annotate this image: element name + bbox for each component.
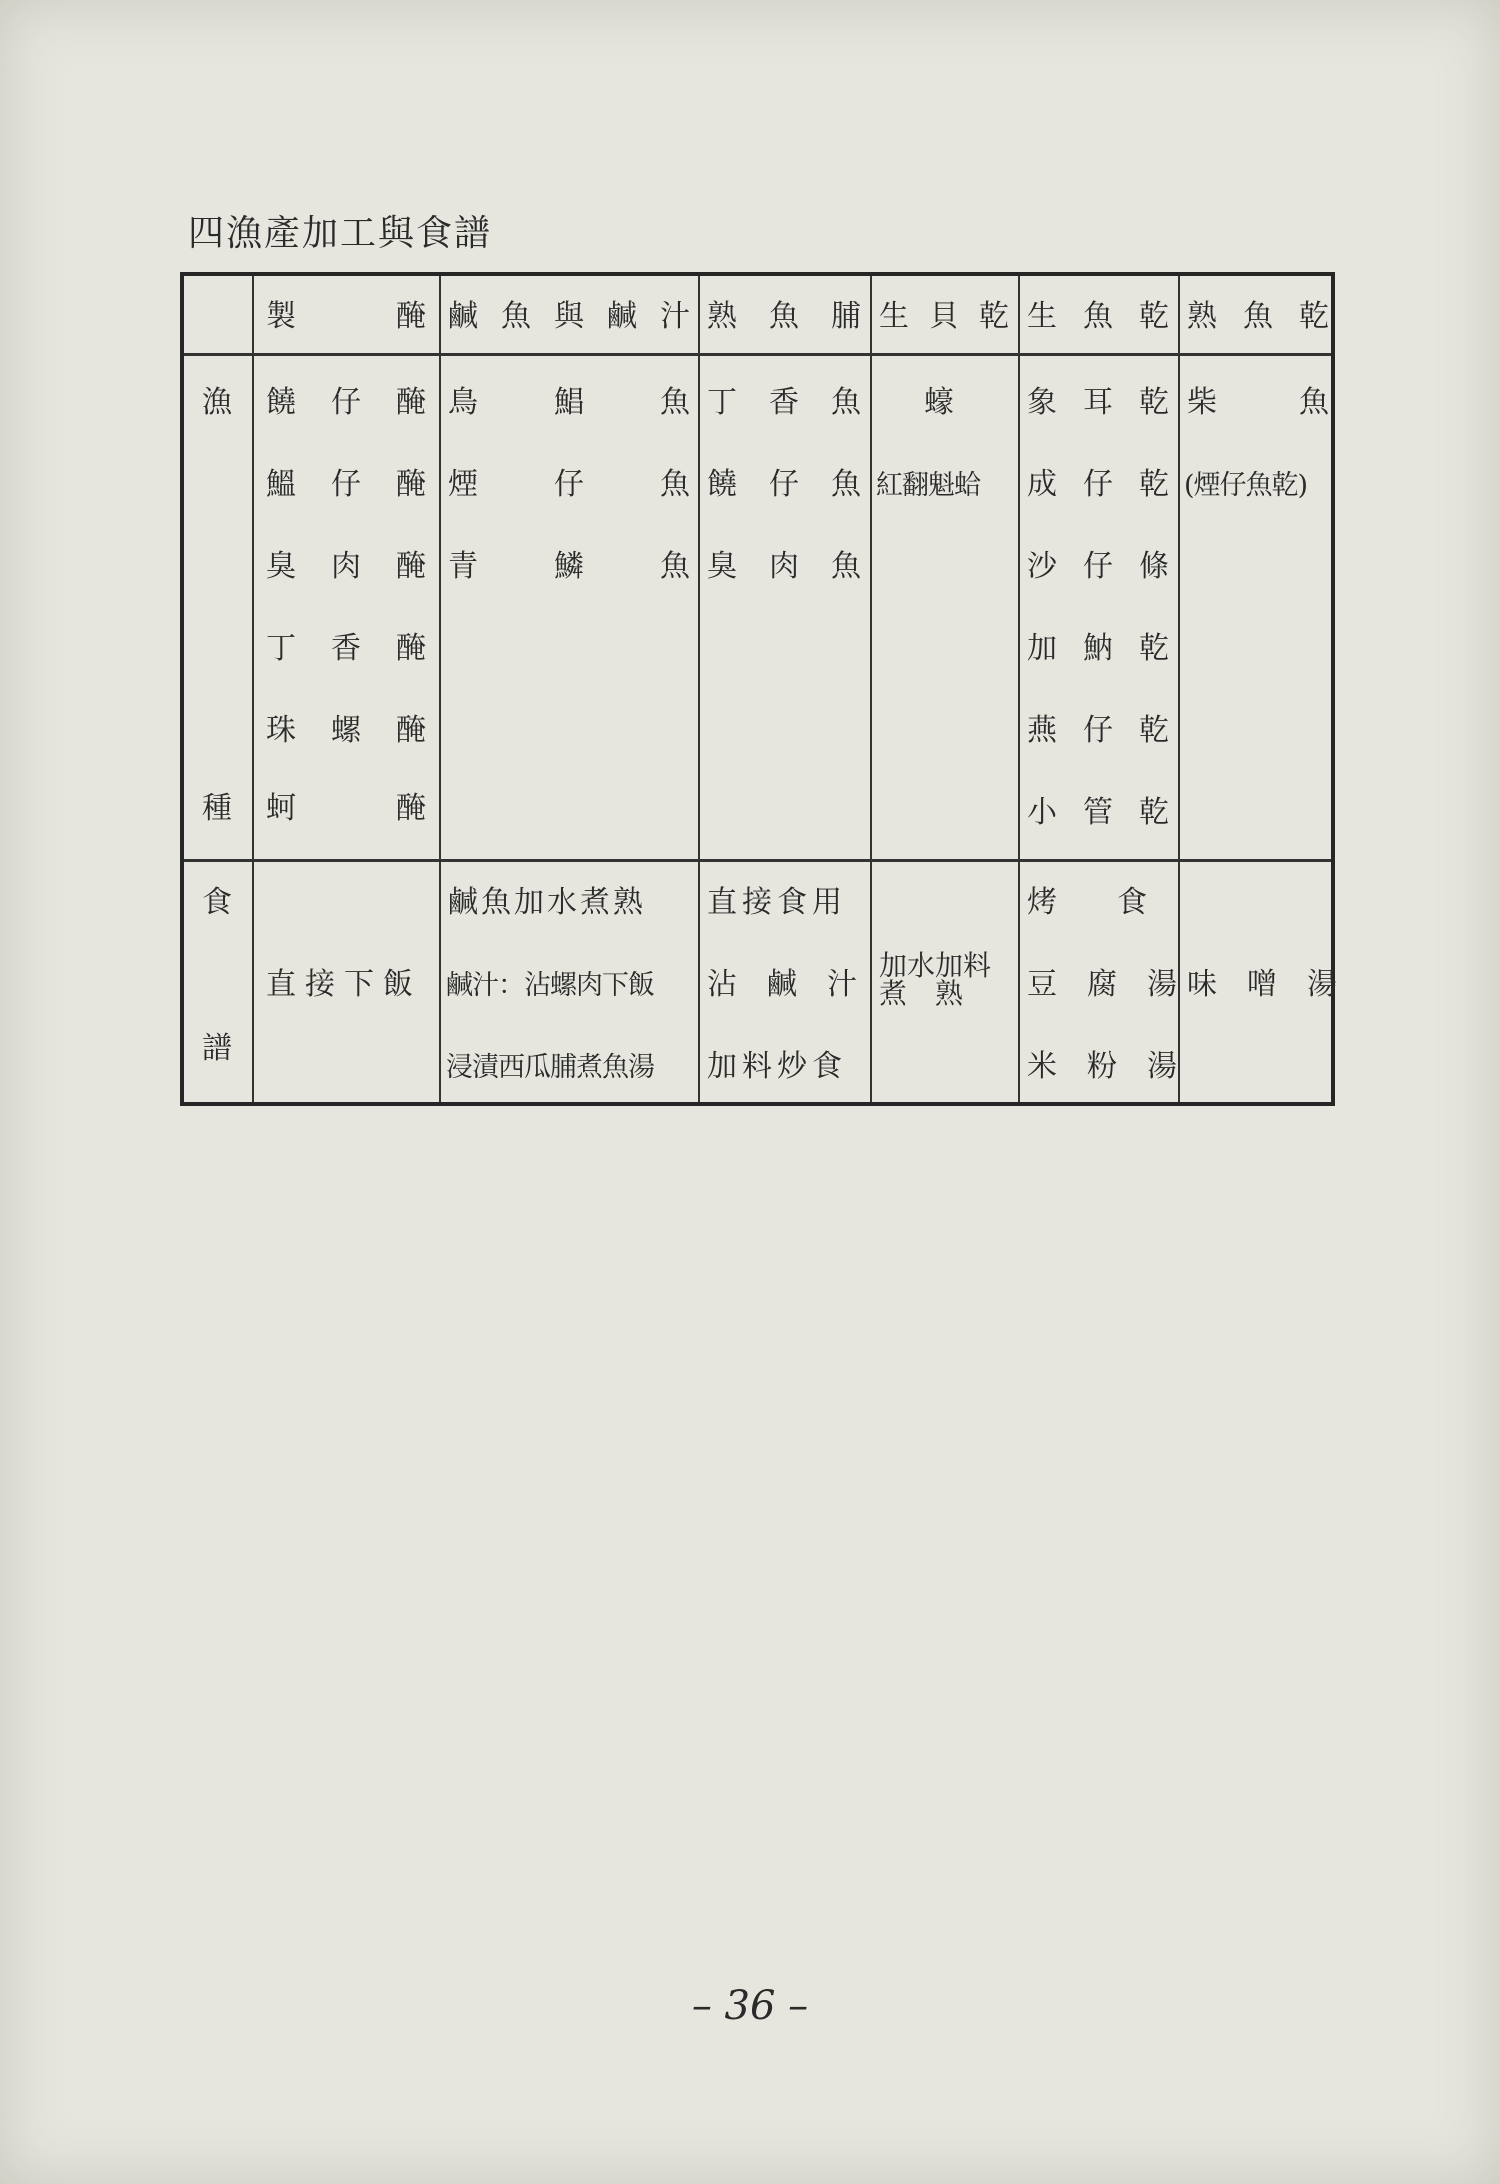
column-divider (1178, 276, 1180, 1102)
recipe-entry: 沾 鹹 汁 (707, 967, 857, 1002)
column-divider (439, 276, 441, 1102)
species-entry: 成 仔 乾 (1027, 467, 1169, 502)
species-entry: 臭 肉 魚 (707, 549, 861, 584)
recipe-entry: 豆 腐 湯 (1027, 967, 1177, 1002)
recipe-entry: 加水加料 煮 熟 (879, 949, 992, 1010)
species-entry: 柴 魚 (1187, 385, 1329, 420)
species-entry: 丁 香 魚 (707, 385, 861, 420)
species-entry: 青 鱗 魚 (448, 549, 690, 584)
section-title: 四漁產加工與食譜 (188, 213, 493, 254)
row-divider (184, 353, 1331, 356)
species-entry: 小 管 乾 (1027, 795, 1169, 830)
species-entry: 鰮 仔 醃 (266, 467, 426, 502)
column-divider (1018, 276, 1020, 1102)
species-entry: 加 魶 乾 (1027, 631, 1169, 666)
species-entry: 蚵 醃 (266, 791, 426, 826)
row-divider (184, 859, 1331, 862)
species-entry: 象 耳 乾 (1027, 385, 1169, 420)
header-cell: 熟 魚 乾 (1187, 299, 1329, 334)
column-divider (870, 276, 872, 1102)
recipe-entry: 直接下飯 (266, 967, 422, 1002)
recipe-entry: 烤 食 (1027, 885, 1147, 920)
row-label: 食 (202, 885, 232, 920)
species-entry: 蠔 (924, 385, 954, 420)
column-divider (698, 276, 700, 1102)
species-entry: 煙 仔 魚 (448, 467, 690, 502)
recipe-entry: 米 粉 湯 (1027, 1049, 1177, 1084)
header-cell: 製 醃 (266, 299, 426, 334)
recipe-entry: 鹹魚加水煮熟 (448, 885, 646, 920)
page-number: – 36 – (691, 1983, 809, 2029)
header-cell: 熟 魚 脯 (707, 299, 861, 334)
species-entry: 饒 仔 醃 (266, 385, 426, 420)
recipe-entry: 直接食用 (707, 885, 847, 920)
species-entry: 丁 香 醃 (266, 631, 426, 666)
row-label: 種 (202, 791, 232, 826)
recipe-entry: 加料炒食 (707, 1049, 847, 1084)
species-entry: 沙 仔 條 (1027, 549, 1169, 584)
recipe-entry: 浸漬西瓜脯煮魚湯 (446, 1052, 654, 1083)
row-label: 譜 (202, 1031, 232, 1066)
recipe-entry: 鹹汁：沾螺肉下飯 (446, 970, 654, 1001)
species-entry: 紅翻魁蛤 (876, 470, 980, 501)
header-cell: 鹹 魚 與 鹹 汁 (448, 299, 690, 334)
species-entry: 珠 螺 醃 (266, 713, 426, 748)
recipe-entry: 味 噌 湯 (1187, 967, 1337, 1002)
species-entry: 臭 肉 醃 (266, 549, 426, 584)
header-cell: 生 魚 乾 (1027, 299, 1169, 334)
species-entry: (煙仔魚乾) (1184, 470, 1308, 501)
row-label: 漁 (202, 385, 232, 420)
column-divider (252, 276, 254, 1102)
fish-processing-table (180, 272, 1335, 1106)
header-cell: 生 貝 乾 (879, 299, 1009, 334)
species-entry: 鳥 鯧 魚 (448, 385, 690, 420)
species-entry: 燕 仔 乾 (1027, 713, 1169, 748)
species-entry: 饒 仔 魚 (707, 467, 861, 502)
